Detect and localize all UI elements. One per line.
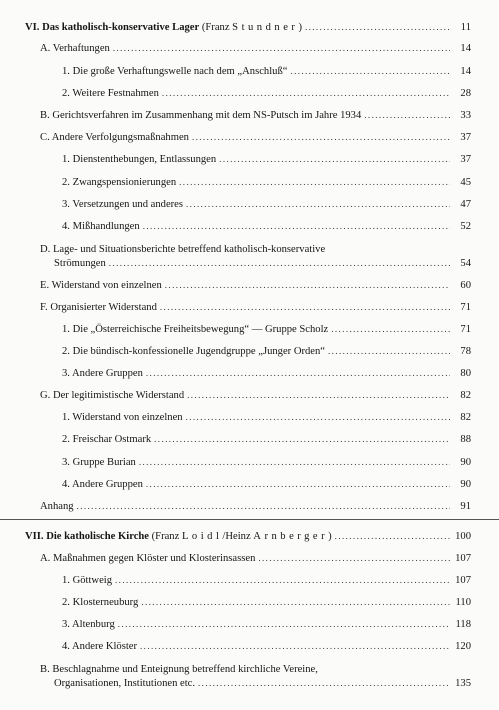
leader-dots — [305, 21, 450, 34]
section-title: VII. Die katholische Kirche (Franz Loidl/Heinz Arnberger) — [25, 531, 332, 542]
section-title: VI. Das katholisch-konservative Lager (Franz Stundner) — [25, 22, 302, 33]
page-number: 100 — [455, 531, 471, 542]
page-number: 11 — [460, 22, 471, 33]
section-divider — [0, 519, 499, 520]
leader-dots — [335, 530, 450, 543]
